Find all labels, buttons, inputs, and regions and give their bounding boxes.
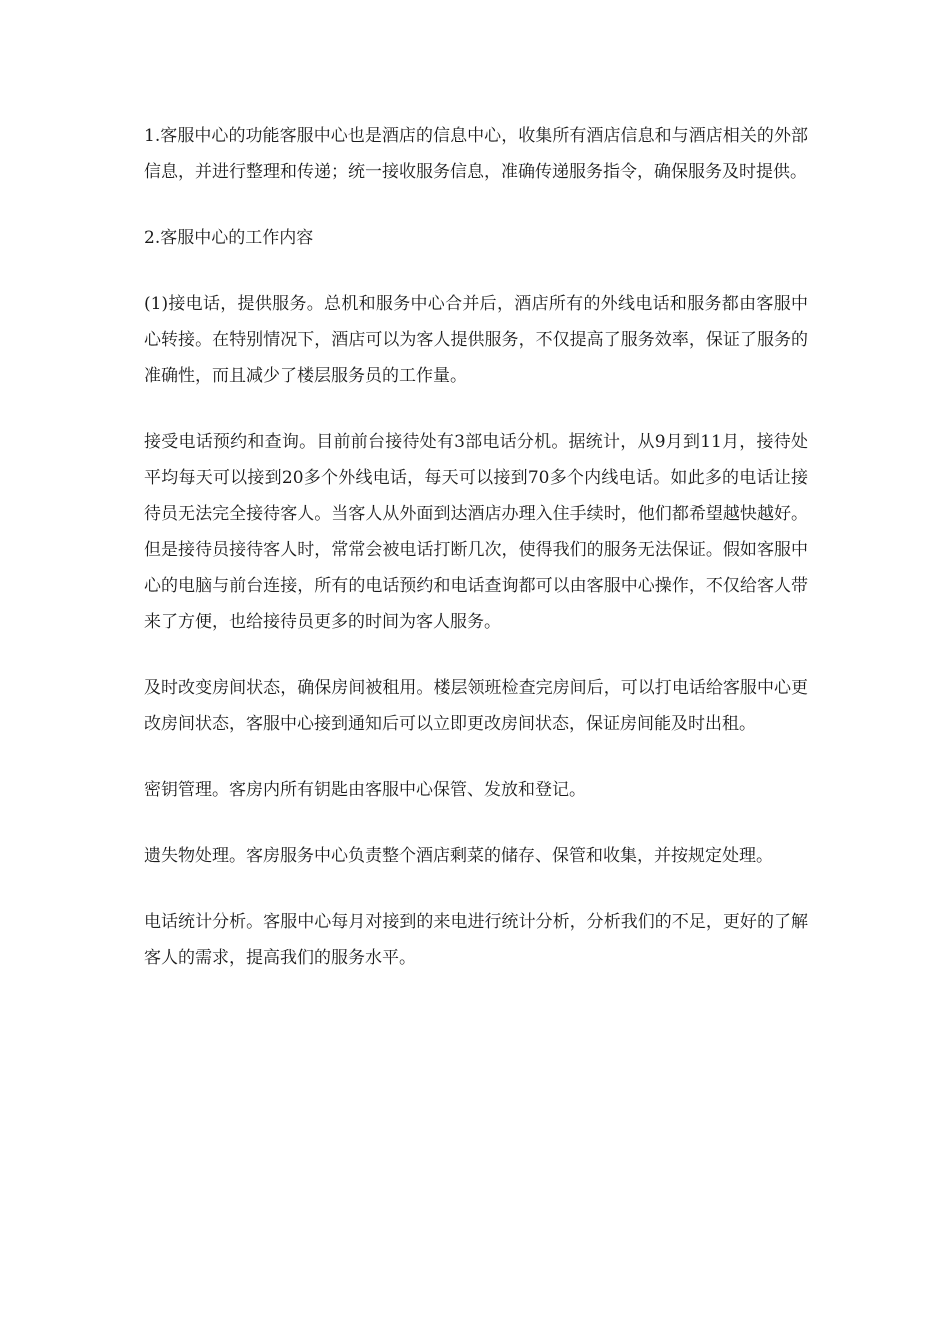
paragraph-lost-items: 遗失物处理。客房服务中心负责整个酒店剩菜的储存、保管和收集，并按规定处理。	[144, 846, 773, 866]
document-body	[144, 118, 808, 1006]
paragraph-call-statistics: 电话统计分析。客服中心每月对接到的来电进行统计分析，分析我们的不足，更好的了解客人的需求，提高我们的服务水平。	[144, 912, 808, 968]
paragraph-phone-booking: 接受电话预约和查询。目前前台接待处有3部电话分机。据统计，从9月到11月，接待处平均每天可以接到20多个外线电话，每天可以接到70多个内线电话。如此多的电话让接待员无法完全接待客人。当客人从外面到达酒店办理入住手续时，他们都希望越快越好。但是接待员接待客人时，常常会被电话打断几次，使得我们的服务无法保证。假如客服中心的电脑与前台连接，所有的电话预约和电话查询都可以由客服中心操作，不仅给客人带来了方便，也给接待员更多的时间为客人服务。	[144, 432, 808, 632]
paragraph-answer-calls: (1)接电话，提供服务。总机和服务中心合并后，酒店所有的外线电话和服务都由客服中心转接。在特别情况下，酒店可以为客人提供服务，不仅提高了服务效率，保证了服务的准确性，而且减少了楼层服务员的工作量。	[144, 294, 808, 386]
paragraph-room-status: 及时改变房间状态，确保房间被租用。楼层领班检查完房间后，可以打电话给客服中心更改房间状态，客服中心接到通知后可以立即更改房间状态，保证房间能及时出租。	[144, 678, 808, 734]
paragraph-heading-work-content: 2.客服中心的工作内容	[144, 228, 314, 248]
paragraph-function: 1.客服中心的功能客服中心也是酒店的信息中心，收集所有酒店信息和与酒店相关的外部信息，并进行整理和传递；统一接收服务信息，准确传递服务指令，确保服务及时提供。	[144, 126, 808, 182]
paragraph-key-management: 密钥管理。客房内所有钥匙由客服中心保管、发放和登记。	[144, 780, 586, 800]
